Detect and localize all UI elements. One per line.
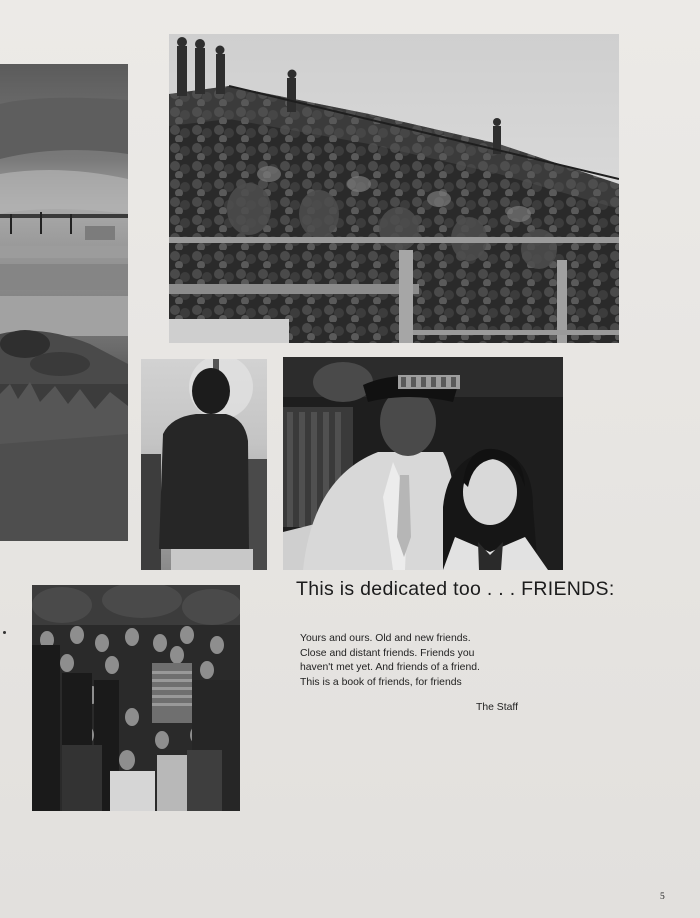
dedication-line: Close and distant friends. Friends you bbox=[300, 647, 475, 659]
bleachers-crowd-photo bbox=[169, 34, 619, 343]
page-number: 5 bbox=[660, 892, 665, 902]
dedication-line: haven't met yet. And friends of a friend. bbox=[300, 662, 480, 673]
dedication-line: Yours and ours. Old and new friends. bbox=[300, 633, 471, 644]
couple-photo bbox=[283, 357, 563, 570]
standing-person-photo bbox=[141, 359, 267, 570]
hillside-photo bbox=[0, 64, 128, 541]
group-photo bbox=[32, 585, 240, 811]
dedication-title: This is dedicated too . . . FRIENDS: bbox=[296, 578, 615, 600]
dedication-body bbox=[300, 632, 540, 690]
dedication-line: This is a book of friends, for friends bbox=[300, 676, 462, 688]
print-speck bbox=[3, 631, 6, 634]
signature: The Staff bbox=[476, 702, 518, 713]
